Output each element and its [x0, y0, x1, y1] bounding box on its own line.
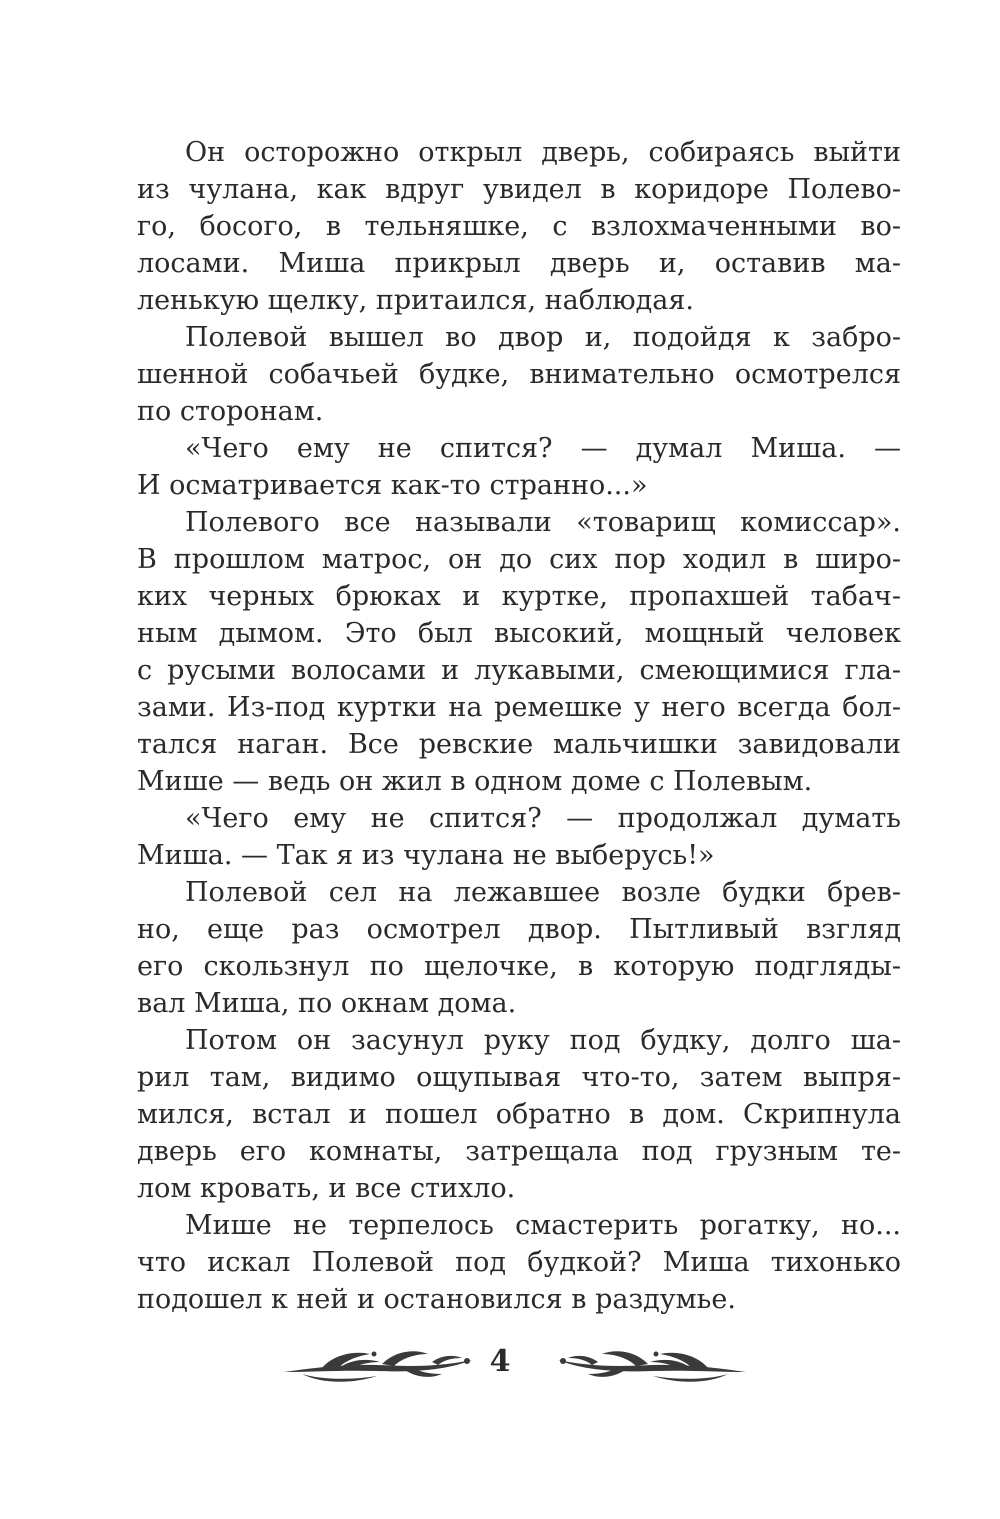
text-line: Мише не терпелось смастерить рогатку, но... — [185, 1210, 901, 1241]
text-line: вал Миша, по окнам дома. — [137, 988, 517, 1019]
text-line: В прошлом матрос, он до сих пор ходил в широ- — [137, 544, 901, 575]
flourish-right-icon — [548, 1338, 748, 1388]
paragraph — [137, 1207, 901, 1318]
text-line: ких черных брюках и куртке, пропахшей табач- — [137, 581, 901, 612]
text-line: го, босого, в тельняшке, с взлохмаченными во- — [137, 211, 901, 242]
text-line: Полевого все называли «товарищ комиссар». — [185, 507, 901, 538]
text-line: лосами. Миша прикрыл дверь и, оставив ма- — [137, 248, 901, 279]
paragraph — [137, 874, 901, 1022]
text-line: Потом он засунул руку под будку, долго ша- — [185, 1025, 901, 1056]
text-line: но, еще раз осмотрел двор. Пытливый взгляд — [137, 914, 901, 945]
text-line: Полевой вышел во двор и, подойдя к забро- — [185, 322, 901, 353]
paragraph — [137, 800, 901, 874]
text-line: зами. Из-под куртки на ремешке у него всегда бол- — [137, 692, 901, 723]
paragraph — [137, 504, 901, 800]
text-line: из чулана, как вдруг увидел в коридоре Полево- — [137, 174, 901, 205]
text-line: Мише — ведь он жил в одном доме с Полевым. — [137, 766, 813, 797]
text-line: лом кровать, и все стихло. — [137, 1173, 516, 1204]
text-line: Миша. — Так я из чулана не выберусь!» — [137, 840, 715, 871]
text-line: И осматривается как-то странно...» — [137, 470, 648, 501]
text-line: по сторонам. — [137, 396, 324, 427]
paragraph — [137, 430, 901, 504]
text-line: тался наган. Все ревские мальчишки завидовали — [137, 729, 901, 760]
text-line: рил там, видимо ощупывая что-то, затем выпря- — [137, 1062, 901, 1093]
body-text — [137, 134, 901, 1318]
paragraph — [137, 319, 901, 430]
paragraph — [137, 134, 901, 319]
text-line: ным дымом. Это был высокий, мощный человек — [137, 618, 901, 649]
text-line: мился, встал и пошел обратно в дом. Скрипнула — [137, 1099, 901, 1130]
text-line: его скользнул по щелочке, в которую подгляды- — [137, 951, 901, 982]
page-number: 4 — [489, 1344, 511, 1379]
text-line: что искал Полевой под будкой? Миша тихонько — [137, 1247, 901, 1278]
text-line: шенной собачьей будке, внимательно осмотрелся — [137, 359, 901, 390]
text-line: подошел к ней и остановился в раздумье. — [137, 1284, 736, 1315]
flourish-left-icon — [282, 1338, 482, 1388]
paragraph — [137, 1022, 901, 1207]
text-line: Полевой сел на лежавшее возле будки брев- — [185, 877, 901, 908]
text-line: «Чего ему не спится? — продолжал думать — [185, 803, 901, 834]
text-line: ленькую щелку, притаился, наблюдая. — [137, 285, 694, 316]
page-footer — [0, 1338, 1000, 1398]
text-line: дверь его комнаты, затрещала под грузным те- — [137, 1136, 901, 1167]
text-line: «Чего ему не спится? — думал Миша. — — [185, 433, 901, 464]
text-line: с русыми волосами и лукавыми, смеющимися гла- — [137, 655, 901, 686]
text-line: Он осторожно открыл дверь, собираясь выйти — [185, 137, 901, 168]
